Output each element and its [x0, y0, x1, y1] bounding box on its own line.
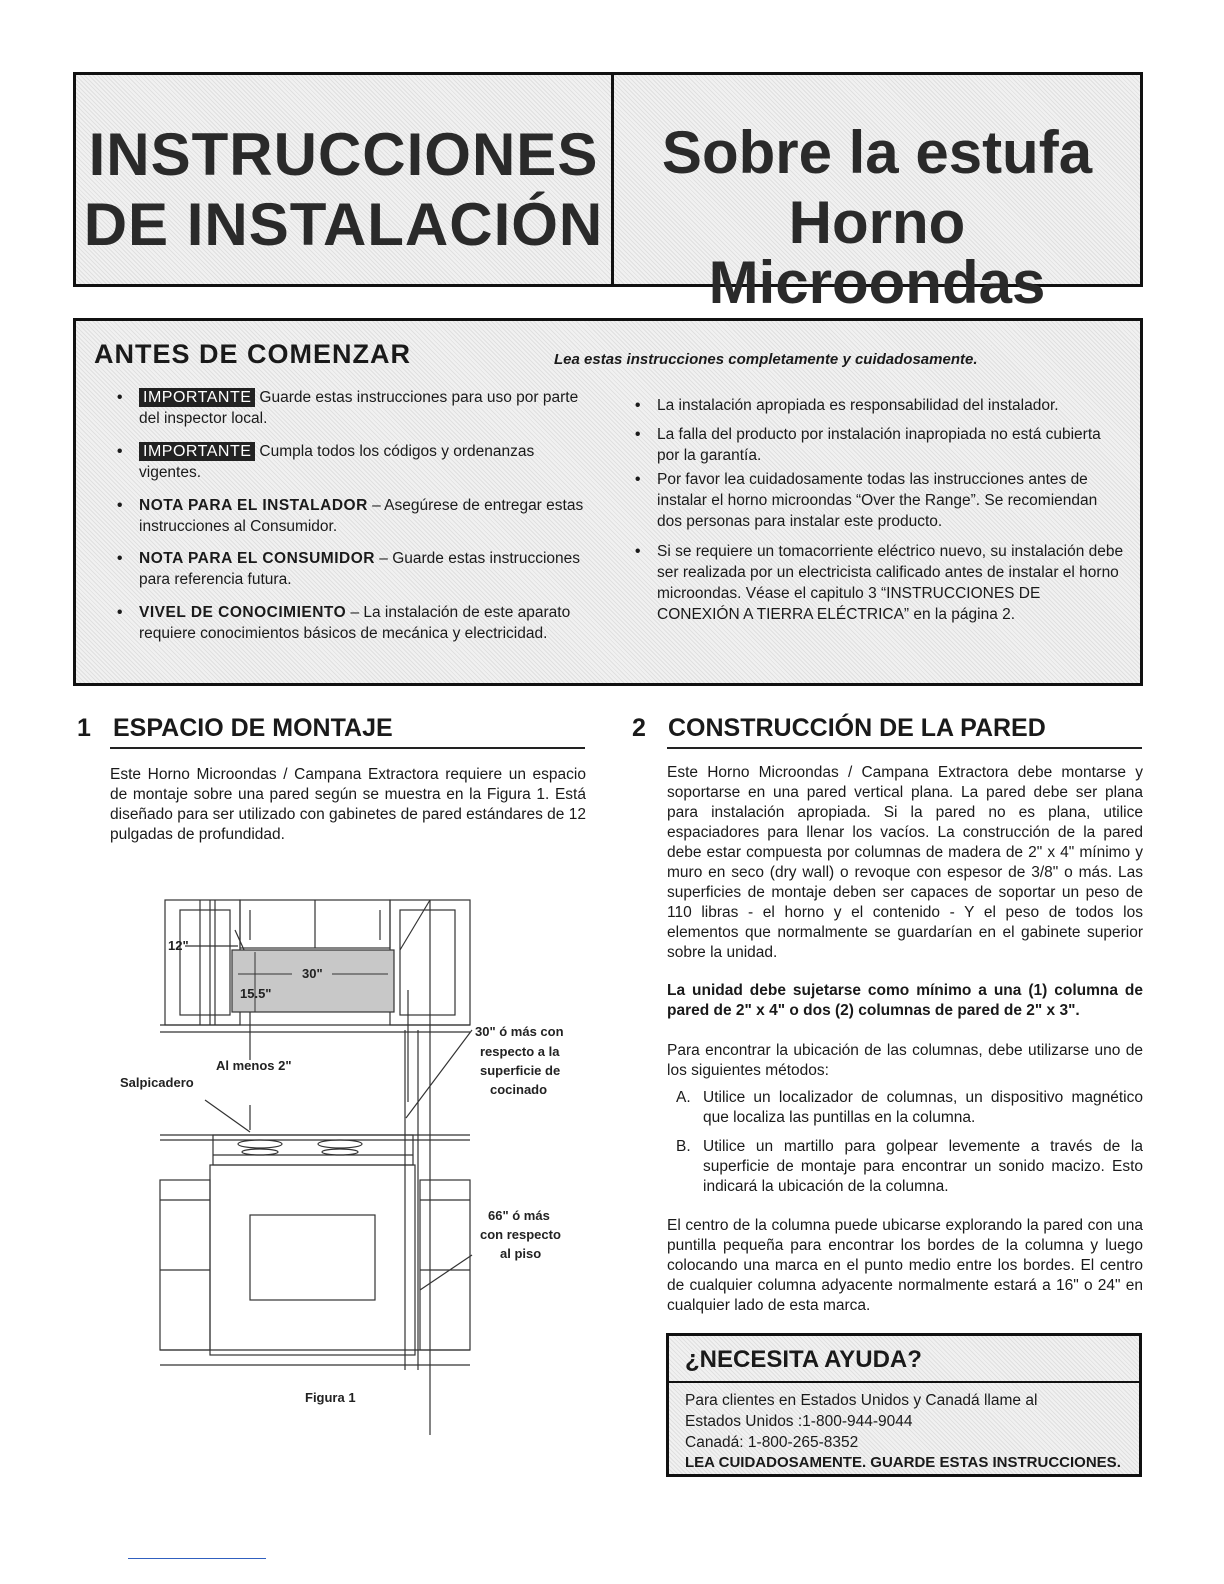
- help-phone-us: Estados Unidos :1-800-944-9044: [685, 1413, 913, 1430]
- help-title: ¿NECESITA AYUDA?: [685, 1346, 922, 1373]
- left-bullet-3: • NOTA PARA EL INSTALADOR – Asegúrese de entregar estas instrucciones al Consumidor.: [117, 497, 584, 535]
- help-line1: Para clientes en Estados Unidos y Canadá llame al: [685, 1392, 1038, 1409]
- section2-paragraph1: Este Horno Microondas / Campana Extractora debe montarse y soportarse en una pared vertical plana. La pared debe ser plana para instalación apropiada. Si la pared no es plana, utilice espaciadores para llenar los vacíos. La construcción de la pared debe estar compuesta por columnas de madera de 2" x 4" mínimo y muro en seco (dry wall) o revoque con espesor de 3/8" o más. Las superficies de montaje deben ser capaces de soportar un peso de 110 libras - el horno y el contenido - Y el peso de todos los elementos que normalmente se guardarían en el gabinete superior sobre la unidad.: [667, 764, 1143, 961]
- method-a-text: Utilice un localizador de columnas, un dispositivo magnético que localiza las puntillas en la columna.: [703, 1089, 1143, 1126]
- antes-title: ANTES DE COMENZAR: [94, 339, 412, 369]
- doc-title-line1: INSTRUCCIONES: [88, 121, 599, 188]
- fig-label-30-mas-2: respecto a la: [480, 1044, 560, 1059]
- section2-rule: [667, 747, 1142, 749]
- fig-label-salpicadero: Salpicadero: [120, 1075, 194, 1090]
- footer-line: [128, 1558, 266, 1559]
- importante-badge: IMPORTANTE: [139, 388, 255, 407]
- method-b-text: Utilice un martillo para golpear levemente a través de la superficie de montaje para encontrar un sonido macizo. Esto indicará la ubicación de la columna.: [703, 1138, 1143, 1195]
- fig-label-30-mas-3: superficie de: [480, 1063, 561, 1078]
- help-box: [666, 1333, 1142, 1477]
- figure-1-diagram: [100, 890, 600, 1450]
- title-banner: [73, 72, 1143, 316]
- fig-label-30-mas-4: cocinado: [490, 1082, 548, 1097]
- left-bullet-4: • NOTA PARA EL CONSUMIDOR – Guarde estas instrucciones para referencia futura.: [117, 550, 581, 588]
- method-b-letter: B.: [676, 1138, 691, 1155]
- doc-title: [76, 121, 611, 265]
- right-bullet-3: • Por favor lea cuidadosamente todas las instrucciones antes de instalar el horno microondas “Over the Range”. Se recomiendan dos personas para instalar este producto.: [635, 471, 1098, 530]
- section1-paragraph: Este Horno Microondas / Campana Extractora requiere un espacio de montaje sobre una pared según se muestra en la Figura 1. Está diseñado para ser utilizado con gabinetes de pared estándares de 12 pulgadas de profundidad.: [110, 766, 586, 843]
- section2-heading: 2 CONSTRUCCIÓN DE LA PARED: [632, 714, 1046, 742]
- section2-paragraph3: El centro de la columna puede ubicarse explorando la pared con una puntilla pequeña para encontrar los bordes de la columna y luego colocando una marca en el punto medio entre los bordes. El centro de cualquier columna adyacente normalmente estará a 16" o 24" en cualquier lado de esta marca.: [667, 1217, 1143, 1314]
- section2-bold-paragraph: La unidad debe sujetarse como mínimo a una (1) columna de pared de 2" x 4" o dos (2) columnas de pared de 2" x 3".: [667, 982, 1143, 1019]
- help-footer: LEA CUIDADOSAMENTE. GUARDE ESTAS INSTRUCCIONES.: [685, 1454, 1121, 1471]
- right-bullet-2: • La falla del producto por instalación inapropiada no está cubierta por la garantía.: [635, 426, 1101, 464]
- right-bullet-4: • Si se requiere un tomacorriente eléctrico nuevo, su instalación debe ser realizada por un electricista calificado antes de instalar el horno microondas. Véase el capitulo 3 “INSTRUCCIONES DE CONEXIÓN A TIERRA ELÉCTRICA” en la página 2.: [635, 543, 1124, 623]
- fig-label-al-menos: Al menos 2": [216, 1058, 292, 1073]
- fig-label-30: 30": [302, 966, 323, 981]
- fig-label-30-mas-1: 30" ó más con: [475, 1024, 564, 1039]
- antes-de-comenzar-box: [73, 318, 1143, 686]
- fig-label-15-5: 15.5": [240, 986, 272, 1001]
- antes-subtitle: Lea estas instrucciones completamente y cuidadosamente.: [554, 351, 978, 368]
- help-rule: [669, 1381, 1139, 1383]
- product-title-line1: Sobre la estufa: [661, 119, 1093, 186]
- fig-label-66-2: con respecto: [480, 1227, 561, 1242]
- doc-title-line2: DE INSTALACIÓN: [83, 191, 604, 258]
- fig-label-66-1: 66" ó más: [488, 1208, 550, 1223]
- product-title-line2: Horno Microondas: [708, 189, 1046, 316]
- figure-caption: Figura 1: [305, 1390, 356, 1405]
- microwave-shape: [232, 950, 394, 1012]
- left-bullet-1: • IMPORTANTE Guarde estas instrucciones para uso por parte del inspector local.: [117, 389, 579, 427]
- help-phone-canada: Canadá: 1-800-265-8352: [685, 1434, 859, 1451]
- left-bullet-5: • VIVEL DE CONOCIMIENTO – La instalación de este aparato requiere conocimientos básicos de mecánica y electricidad.: [117, 604, 571, 642]
- right-bullet-1: • La instalación apropiada es responsabilidad del instalador.: [635, 397, 1059, 414]
- fig-label-12: 12": [168, 938, 189, 953]
- section1-heading: 1 ESPACIO DE MONTAJE: [77, 714, 393, 742]
- section2-paragraph2: Para encontrar la ubicación de las columnas, debe utilizarse uno de los siguientes métodos:: [667, 1042, 1143, 1079]
- importante-badge: IMPORTANTE: [139, 442, 255, 461]
- product-title: [614, 119, 1140, 323]
- left-bullet-2: • IMPORTANTE Cumpla todos los códigos y ordenanzas vigentes.: [117, 443, 535, 481]
- method-a-letter: A.: [676, 1089, 691, 1106]
- fig-label-66-3: al piso: [500, 1246, 542, 1261]
- section1-rule: [110, 747, 585, 749]
